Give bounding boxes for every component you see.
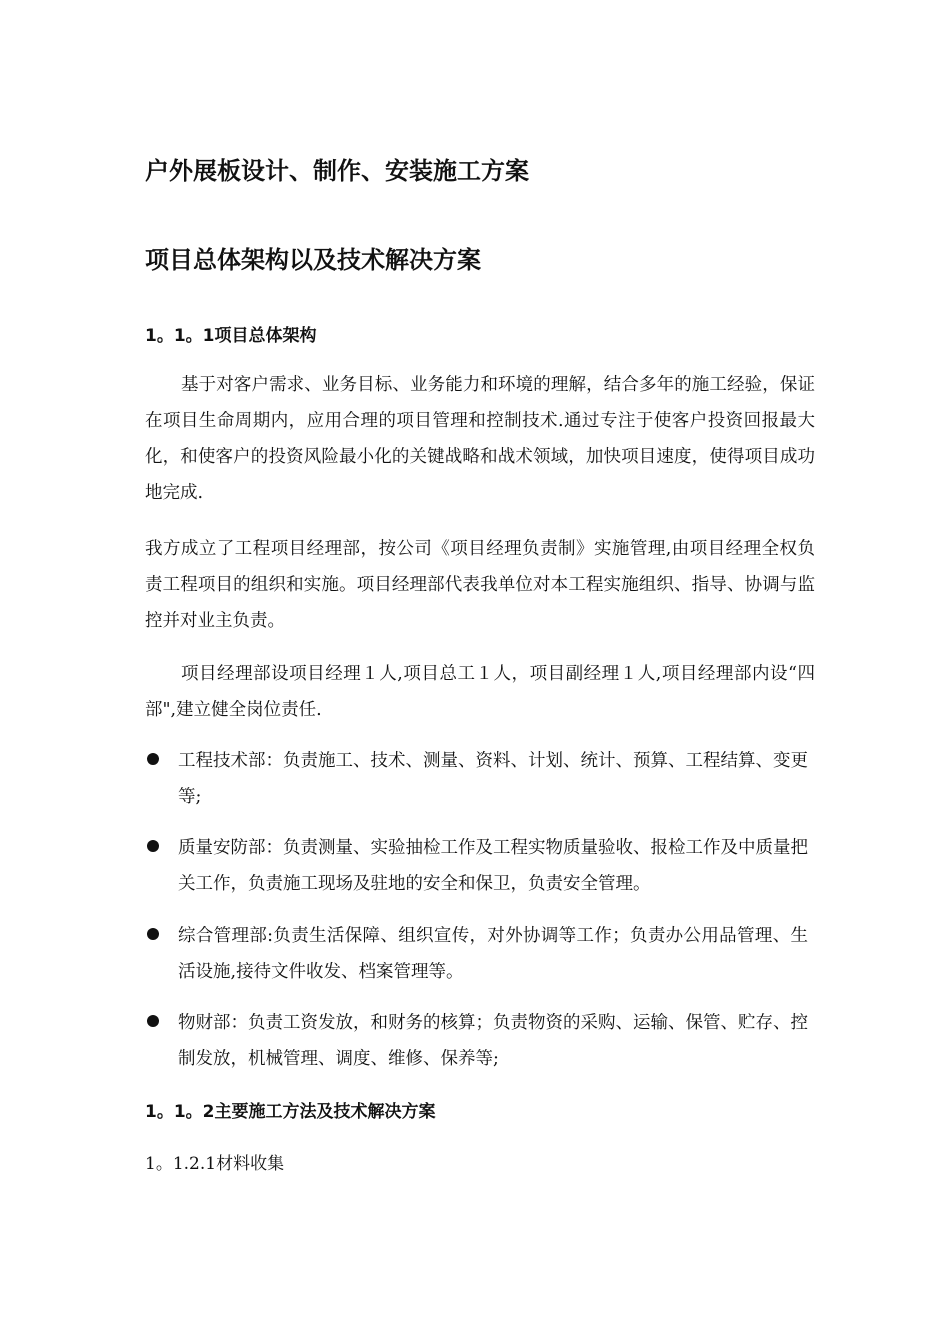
paragraph-staffing: 项目经理部设项目经理１人,项目总工１人，项目副经理１人,项目经理部内设“四部",建立健全岗位责任. [145,664,815,720]
bullet-icon [147,753,159,765]
list-item-text: 物财部：负责工资发放，和财务的核算；负责物资的采购、运输、保管、贮存、控制发放，机械管理、调度、维修、保养等; [178,1013,808,1069]
bullet-icon [147,1015,159,1027]
paragraph-project-department: 我方成立了工程项目经理部，按公司《项目经理负责制》实施管理,由项目经理全权负责工程项目的组织和实施。项目经理部代表我单位对本工程实施组织、指导、协调与监控并对业主负责。 [145,539,815,631]
subsection-heading-1-1-2-1: 1。1.2.1材料收集 [145,1154,285,1174]
document-title: 户外展板设计、制作、安装施工方案 [145,157,529,185]
list-item-text: 质量安防部：负责测量、实验抽检工作及工程实物质量验收、报检工作及中质量把关工作，负责施工现场及驻地的安全和保卫，负责安全管理。 [178,838,808,894]
paragraph-overview: 基于对客户需求、业务目标、业务能力和环境的理解，结合多年的施工经验，保证在项目生命周期内，应用合理的项目管理和控制技术.通过专注于使客户投资回报最大化，和使客户的投资风险最小化的关键战略和战术领域，加快项目速度，使得项目成功地完成. [145,375,815,503]
bullet-icon [147,840,159,852]
document-subtitle: 项目总体架构以及技术解决方案 [145,246,481,274]
bullet-icon [147,928,159,940]
list-item-text: 综合管理部:负责生活保障、组织宣传，对外协调等工作；负责办公用品管理、生活设施,接待文件收发、档案管理等。 [178,926,808,982]
list-item-text: 工程技术部：负责施工、技术、测量、资料、计划、统计、预算、工程结算、变更等; [178,751,808,807]
section-heading-1-1-1: 1。1。1项目总体架构 [145,326,317,346]
section-heading-1-1-2: 1。1。2主要施工方法及技术解决方案 [145,1102,436,1122]
